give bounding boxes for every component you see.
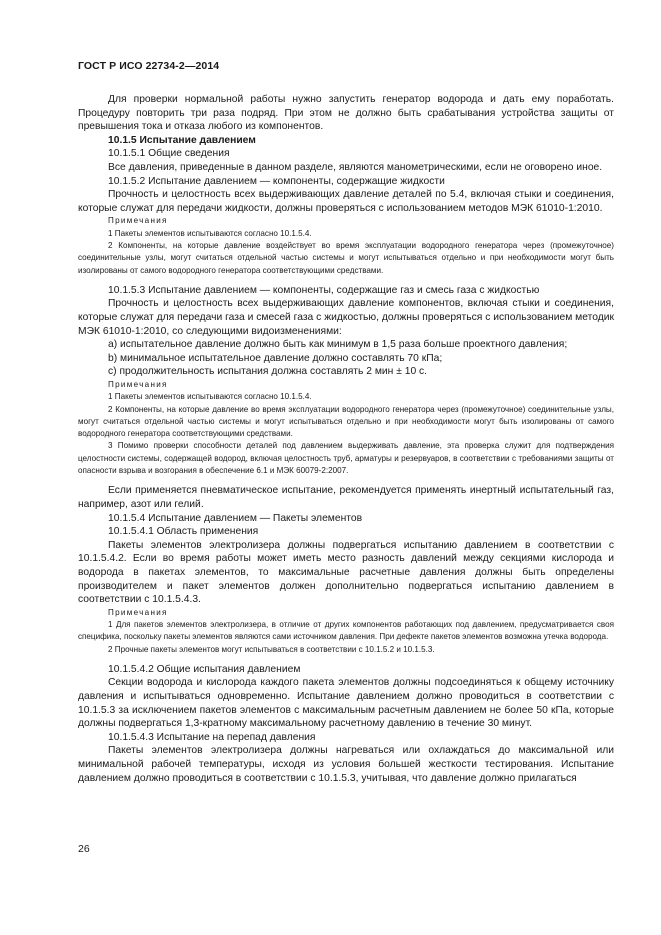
subsection-heading: 10.1.5.2 Испытание давлением — компоненты, содержащие жидкости xyxy=(108,175,445,187)
list-item: a) испытательное давление должно быть как минимум в 1,5 раза больше проектного давления; xyxy=(108,339,568,351)
spacer xyxy=(78,277,614,284)
note-item: 2 Прочные пакеты элементов могут испытываться в соответствии с 10.1.5.2 и 10.1.5.3. xyxy=(108,644,435,654)
spacer xyxy=(78,656,614,663)
note-item: 3 Помимо проверки способности деталей под давлением выдерживать давление, эта проверка служит для подтверждения целостности системы, содержащей водород, включая целостность труб, арматуры и резервуаров, в соответствии с требованиями защиты от опасности взрыва и возгорания в обеспечение 6.1 и МЭК 60079-2:2007. xyxy=(78,441,614,476)
notes-block xyxy=(78,607,614,656)
paragraph: Если применяется пневматическое испытание, рекомендуется применять инертный испытательный газ, например, азот или гелий. xyxy=(78,485,614,510)
note-item: 1 Для пакетов элементов электролизера, в отличие от других компонентов работающих под давлением, предусматривается своя специфика, поскольку пакеты элементов являются сами источником давления. При дефекте пакетов элементов возможна утечка водорода. xyxy=(78,620,614,642)
note-item: 2 Компоненты, на которые давление во время эксплуатации водородного генератора через (промежуточное) соединительные узлы, могут считаться отдельной частью системы и могут испытываться отдельно и при необходимости могут быть изолированы от самого водородного генератора соответствующими средствами. xyxy=(78,404,614,439)
document-header: ГОСТ Р ИСО 22734-2—2014 xyxy=(78,60,220,72)
note-item: 1 Пакеты элементов испытываются согласно 10.1.5.4. xyxy=(108,228,312,238)
paragraph: Для проверки нормальной работы нужно запустить генератор водорода и дать ему поработать. Процедуру повторить три раза подряд. При этом не должно быть срабатывания устройства защиты от превышения тока и отказа любого из компонентов. xyxy=(78,94,614,133)
notes-block xyxy=(78,379,614,477)
subsection-heading: 10.1.5.1 Общие сведения xyxy=(108,148,230,160)
subsection-heading: 10.1.5.4.3 Испытание на перепад давления xyxy=(108,731,316,743)
subsection-heading: 10.1.5.3 Испытание давлением — компоненты, содержащие газ и смесь газа с жидкостью xyxy=(108,284,540,296)
notes-title: Примечания xyxy=(108,379,168,389)
subsection-heading: 10.1.5.4.2 Общие испытания давлением xyxy=(108,663,301,675)
subsection-heading: 10.1.5.4.1 Область применения xyxy=(108,526,259,538)
paragraph: Пакеты элементов электролизера должны нагреваться или охлаждаться до максимальной или минимальной рабочей температуры, исходя из условия большей жесткости тестирования. Испытание давлением должно проводиться в соответствии с 10.1.5.3, учитывая, что давление должно прилагаться xyxy=(78,745,614,784)
paragraph: Секции водорода и кислорода каждого пакета элементов должны подсоединяться к общему источнику давления и испытываться одновременно. Испытание давлением должно проводиться в соответствии с 10.1.5.3 за исключением пакетов элементов с максимальным расчетным давлением не более 50 кПа, которые должны подвергаться 1,3-кратному максимальному расчетному давлению в течение 30 минут. xyxy=(78,677,614,730)
list-item: c) продолжительность испытания должна составлять 2 мин ± 10 с. xyxy=(108,366,428,378)
note-item: 2 Компоненты, на которые давление воздействует во время эксплуатации водородного генератора через (промежуточное) соединительные узлы, могут считаться отдельной частью системы и могут испытываться отдельно и при необходимости могут быть изолированы от самого водородного генератора соответствующими средствами. xyxy=(78,240,614,275)
note-item: 1 Пакеты элементов испытываются согласно 10.1.5.4. xyxy=(108,392,312,402)
paragraph: Пакеты элементов электролизера должны подвергаться испытанию давлением в соответствии с 10.1.5.4.2. Если во время работы может иметь место разность давлений между секциями кислорода и водорода в пакетах элементов, то максимальные расчетные давления должны быть определены производителем и пакет элементов должен дополнительно подвергаться испытанию давлением в соответствии с 10.1.5.4.3. xyxy=(78,539,614,606)
paragraph: Прочность и целостность всех выдерживающих давление деталей по 5.4, включая стыки и соединения, которые служат для передачи жидкости, должны проверяться с использованием методов МЭК 61010-1:2010. xyxy=(78,189,614,214)
notes-block xyxy=(78,215,614,276)
page-number: 26 xyxy=(78,843,90,855)
notes-title: Примечания xyxy=(108,216,168,226)
paragraph: Прочность и целостность всех выдерживающих давление компонентов, включая стыки и соединения, которые служат для передачи газа и смесей газа с жидкостью, должны проверяться с использованием методик МЭК 61010-1:2010, со следующими видоизменениями: xyxy=(78,298,614,337)
section-heading: 10.1.5 Испытание давлением xyxy=(108,134,256,146)
spacer xyxy=(78,477,614,484)
list-item: b) минимальное испытательное давление должно составлять 70 кПа; xyxy=(108,352,443,364)
subsection-heading: 10.1.5.4 Испытание давлением — Пакеты элементов xyxy=(108,512,363,524)
notes-title: Примечания xyxy=(108,607,168,617)
document-body xyxy=(78,93,614,785)
paragraph: Все давления, приведенные в данном разделе, являются манометрическими, если не оговорено иное. xyxy=(108,161,603,173)
